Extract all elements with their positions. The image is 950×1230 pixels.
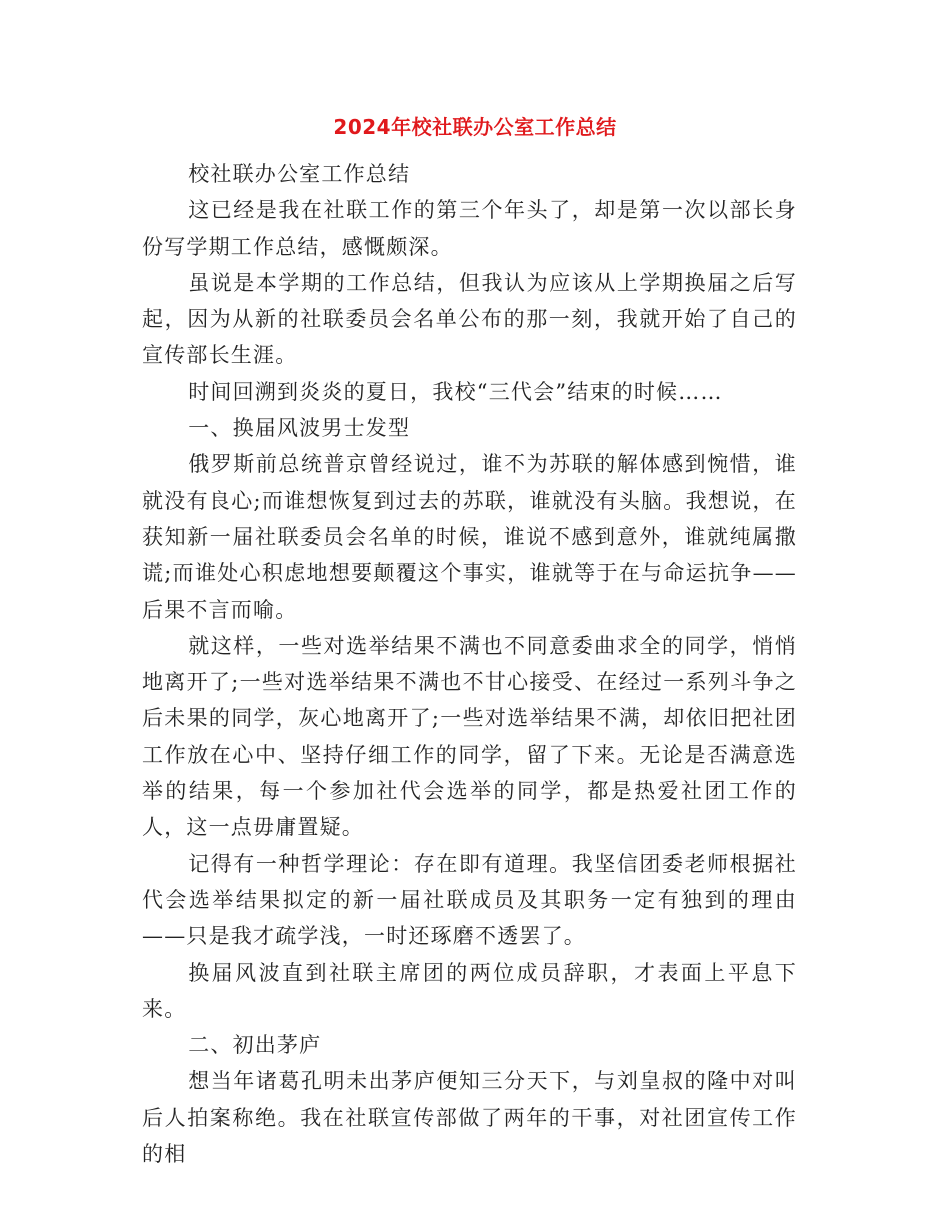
paragraph: 换届风波直到社联主席团的两位成员辞职，才表面上平息下来。 — [142, 960, 797, 1021]
paragraph: 虽说是本学期的工作总结，但我认为应该从上学期换届之后写起，因为从新的社联委员会名单公布的那一刻，我就开始了自己的宣传部长生涯。 — [142, 270, 797, 368]
section-heading: 二、初出茅庐 — [188, 1033, 322, 1058]
paragraph: 这已经是我在社联工作的第三个年头了，却是第一次以部长身份写学期工作总结，感慨颇深。 — [142, 198, 797, 259]
paragraph: 俄罗斯前总统普京曾经说过，谁不为苏联的解体感到惋惜，谁就没有良心;而谁想恢复到过去的苏联，谁就没有头脑。我想说，在获知新一届社联委员会名单的时候，谁说不感到意外，谁就纯属撒谎;而谁处心积虑地想要颠覆这个事实，谁就等于在与命运抗争——后果不言而喻。 — [142, 452, 797, 622]
document-body — [142, 156, 797, 1172]
paragraph: 想当年诸葛孔明未出茅庐便知三分天下，与刘皇叔的隆中对叫后人拍案称绝。我在社联宣传部做了两年的干事，对社团宣传工作的相 — [142, 1069, 797, 1167]
section-heading: 一、换届风波男士发型 — [188, 416, 411, 441]
paragraph: 记得有一种哲学理论：存在即有道理。我坚信团委老师根据社代会选举结果拟定的新一届社联成员及其职务一定有独到的理由——只是我才疏学浅，一时还琢磨不透罢了。 — [142, 851, 797, 949]
paragraph: 校社联办公室工作总结 — [188, 162, 411, 186]
document-title: 2024年校社联办公室工作总结 — [333, 115, 617, 139]
paragraph: 时间回溯到炎炎的夏日，我校“三代会”结束的时候…… — [188, 379, 723, 404]
paragraph: 就这样，一些对选举结果不满也不同意委曲求全的同学，悄悄地离开了;一些对选举结果不满也不甘心接受、在经过一系列斗争之后未果的同学，灰心地离开了;一些对选举结果不满，却依旧把社团工作放在心中、坚持仔细工作的同学，留了下来。无论是否满意选举的结果，每一个参加社代会选举的同学，都是热爱社团工作的人，这一点毋庸置疑。 — [142, 633, 797, 840]
